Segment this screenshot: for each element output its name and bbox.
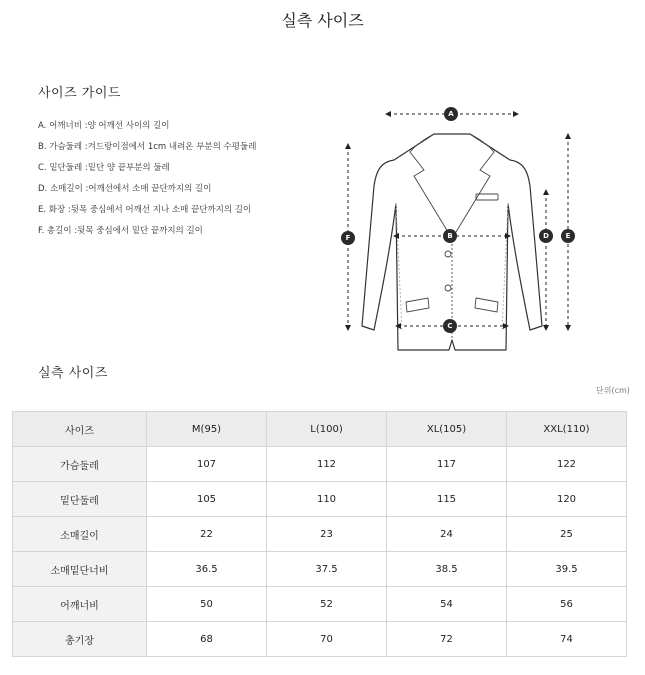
marker-label-f: F <box>345 234 351 242</box>
table-cell: 38.5 <box>387 552 507 587</box>
table-header-cell: XXL(110) <box>507 412 627 447</box>
table-cell: 112 <box>267 447 387 482</box>
unit-label: 단위(cm) <box>596 386 630 395</box>
table-cell: 56 <box>507 587 627 622</box>
table-cell: 122 <box>507 447 627 482</box>
marker-label-e: E <box>565 232 571 240</box>
row-label: 어깨너비 <box>13 587 147 622</box>
page-title: 실측 사이즈 <box>281 11 364 30</box>
table-cell: 72 <box>387 622 507 657</box>
table-cell: 110 <box>267 482 387 517</box>
guide-item-c: C. 밑단둘레 :밑단 양 끝부분의 둘레 <box>38 163 170 173</box>
table-row <box>13 587 627 622</box>
guide-item-b: B. 가슴둘레 :겨드랑이점에서 1cm 내려온 부분의 수평둘레 <box>38 142 257 152</box>
row-label: 총기장 <box>13 622 147 657</box>
row-label: 소매길이 <box>13 517 147 552</box>
table-cell: 39.5 <box>507 552 627 587</box>
table-cell: 50 <box>147 587 267 622</box>
size-guide-list <box>38 120 256 246</box>
table-header-cell: M(95) <box>147 412 267 447</box>
table-cell: 23 <box>267 517 387 552</box>
row-label: 밑단둘레 <box>13 482 147 517</box>
table-header-row <box>13 412 627 447</box>
guide-item-d: D. 소매길이 :어깨선에서 소매 끝단까지의 길이 <box>38 184 212 194</box>
table-header-cell: 사이즈 <box>13 412 147 447</box>
table-cell: 120 <box>507 482 627 517</box>
table-cell: 68 <box>147 622 267 657</box>
table-cell: 25 <box>507 517 627 552</box>
table-cell: 115 <box>387 482 507 517</box>
guide-item-f: F. 총길이 :뒷목 중심에서 밑단 끝까지의 길이 <box>38 226 203 236</box>
table-cell: 22 <box>147 517 267 552</box>
table-cell: 36.5 <box>147 552 267 587</box>
table-cell: 70 <box>267 622 387 657</box>
table-cell: 37.5 <box>267 552 387 587</box>
table-cell: 105 <box>147 482 267 517</box>
table-row <box>13 622 627 657</box>
table-row <box>13 447 627 482</box>
row-label: 가슴둘레 <box>13 447 147 482</box>
table-cell: 107 <box>147 447 267 482</box>
guide-item-e: E. 화장 :뒷목 중심에서 어깨선 지나 소매 끝단까지의 길이 <box>38 205 252 215</box>
table-row <box>13 482 627 517</box>
table-row <box>13 517 627 552</box>
guide-item-a: A. 어깨너비 :양 어깨선 사이의 길이 <box>38 121 170 131</box>
table-cell: 24 <box>387 517 507 552</box>
size-section-title: 실측 사이즈 <box>38 366 108 381</box>
table-header-cell: L(100) <box>267 412 387 447</box>
marker-label-a: A <box>448 110 454 118</box>
marker-label-d: D <box>543 232 549 240</box>
table-cell: 52 <box>267 587 387 622</box>
table-cell: 54 <box>387 587 507 622</box>
row-label: 소매밑단너비 <box>13 552 147 587</box>
table-header-cell: XL(105) <box>387 412 507 447</box>
table-row <box>13 552 627 587</box>
size-table <box>12 411 627 657</box>
size-guide-title: 사이즈 가이드 <box>38 86 121 101</box>
marker-label-c: C <box>447 322 453 330</box>
marker-label-b: B <box>447 232 453 240</box>
table-cell: 117 <box>387 447 507 482</box>
table-cell: 74 <box>507 622 627 657</box>
jacket-measurement-diagram <box>330 100 590 360</box>
